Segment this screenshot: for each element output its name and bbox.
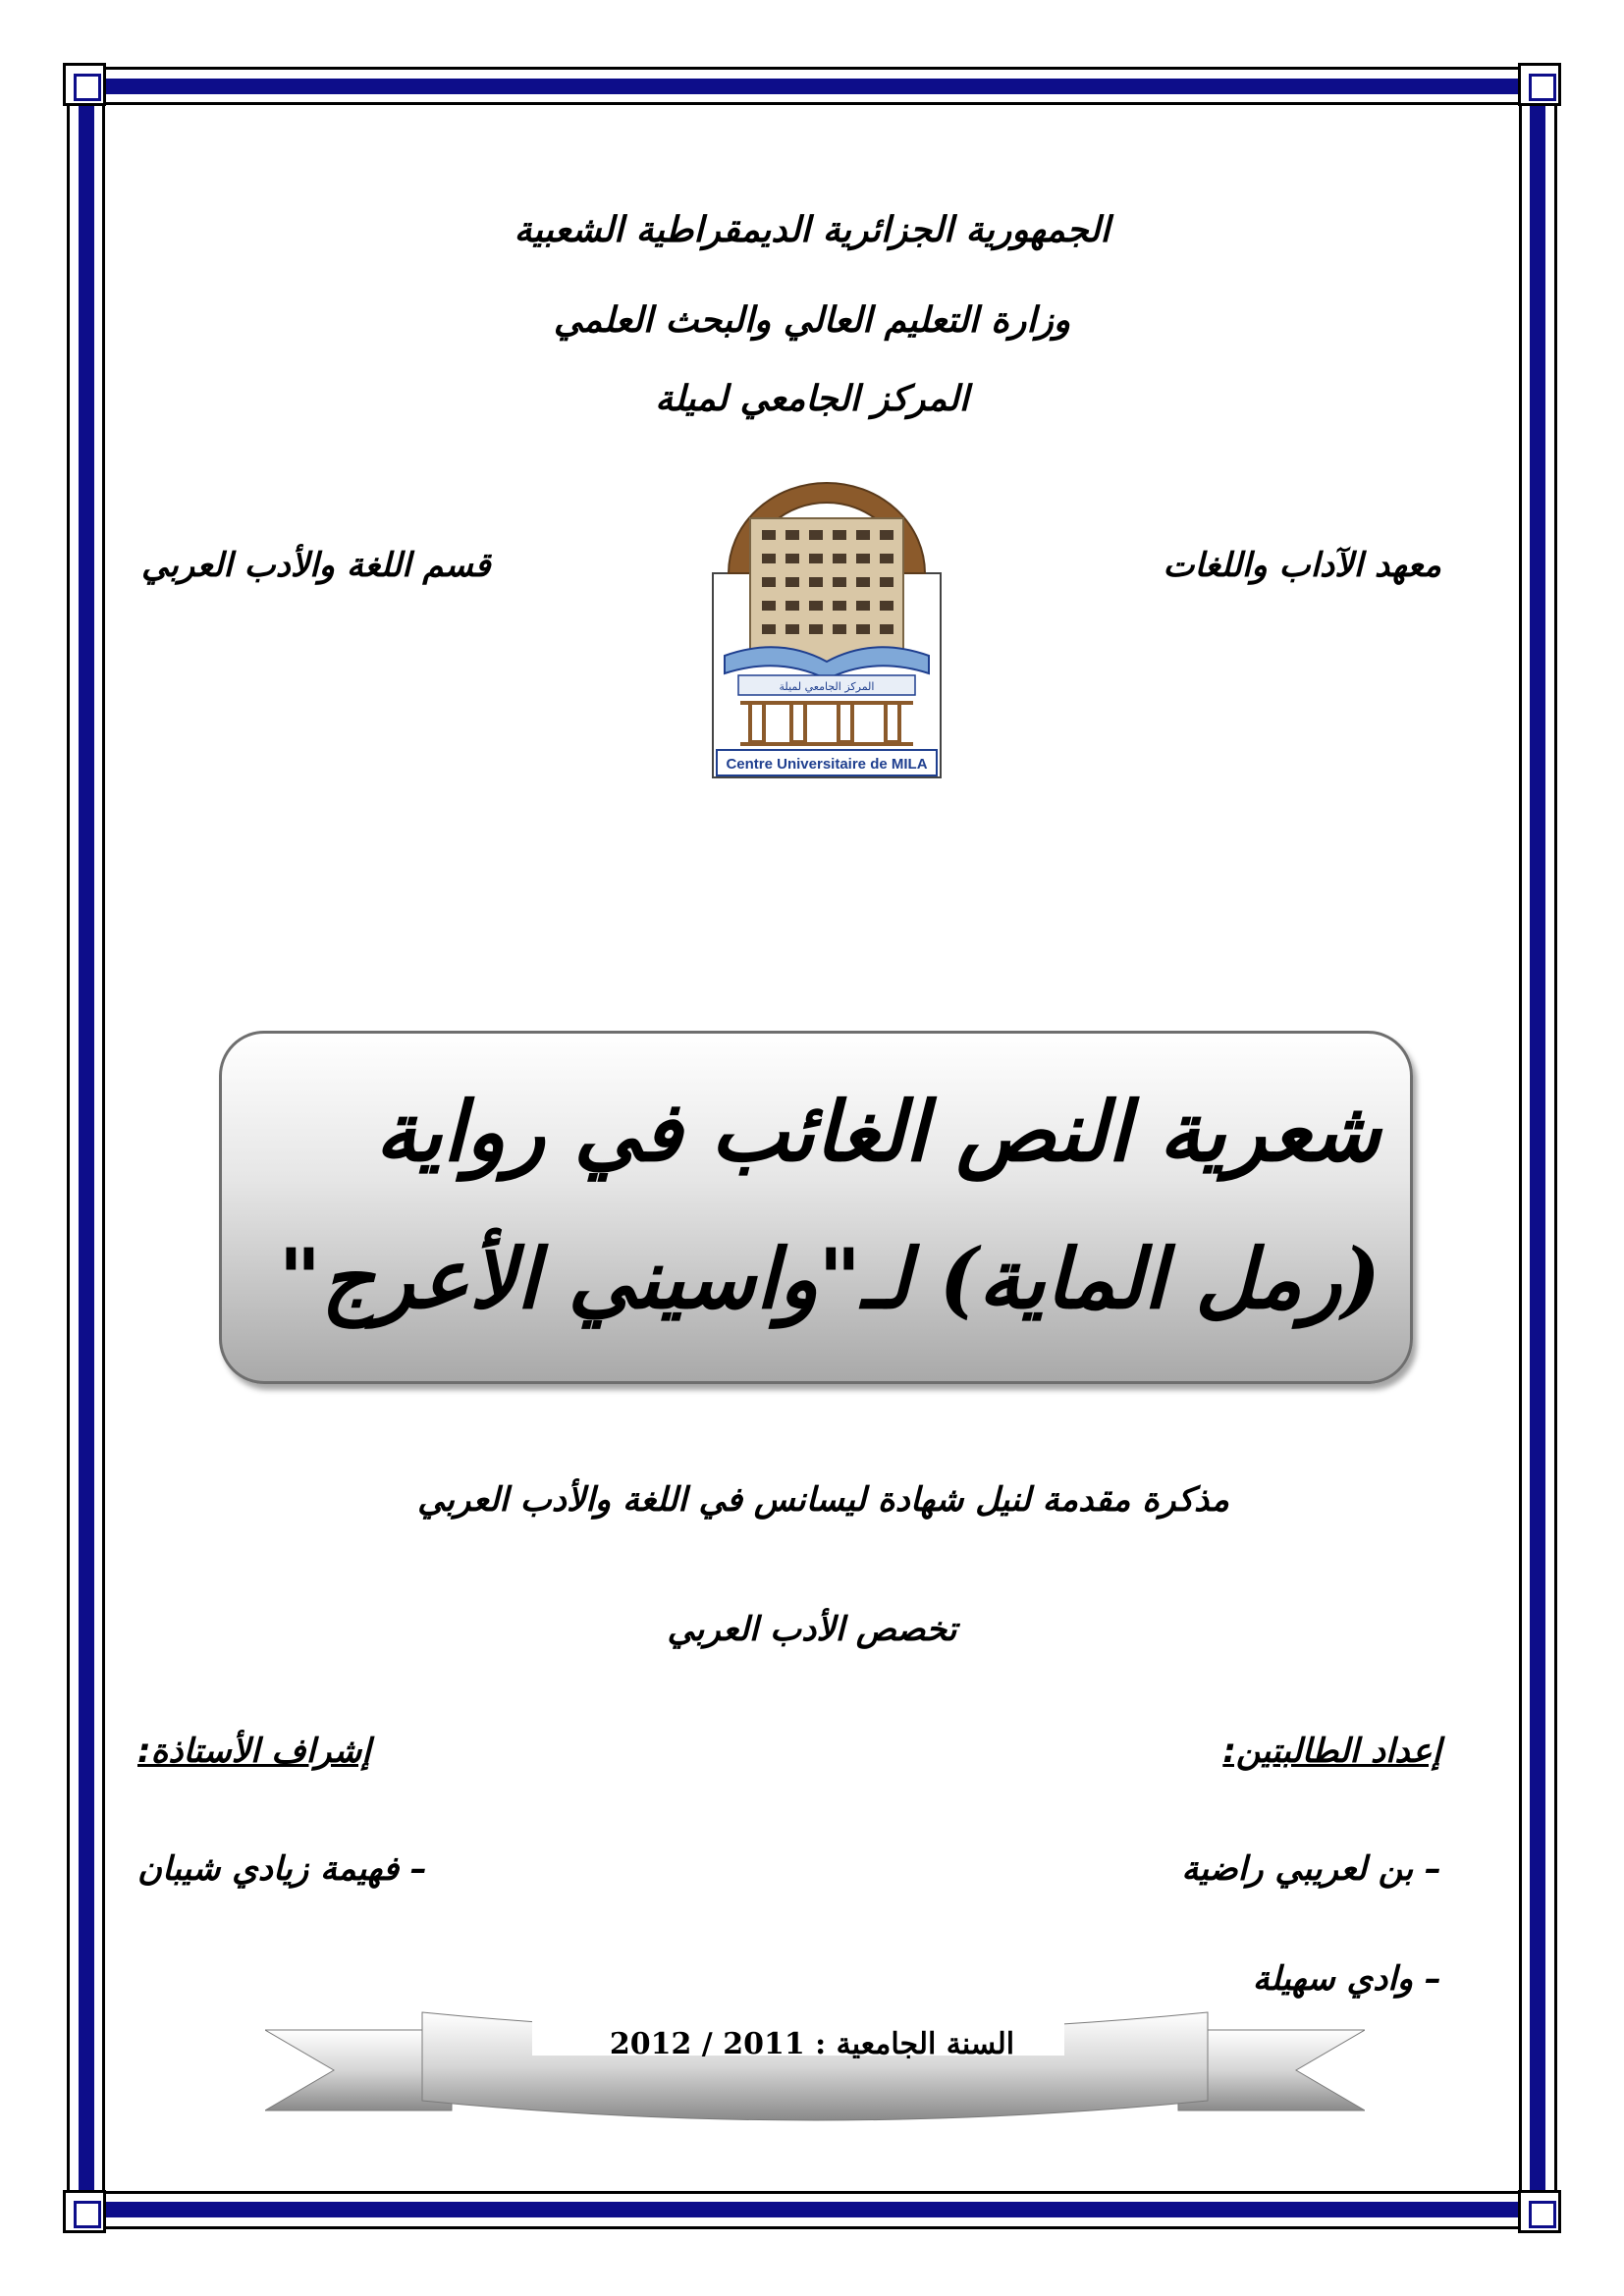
frame-corner-top-left (63, 63, 106, 106)
student-name-2: – وادي سهيلة (1252, 1959, 1441, 1999)
frame-corner-bottom-right (1518, 2190, 1561, 2233)
students-heading: إعداد الطالبتين: (1222, 1732, 1441, 1771)
university-logo (711, 479, 943, 779)
academic-year: السنة الجامعية : 2011 / 2012 (609, 2027, 1015, 2061)
thesis-title-box (219, 1031, 1413, 1384)
student-name-1: – بن لعريبي راضية (1181, 1849, 1441, 1889)
thesis-subtitle: مذكرة مقدمة لنيل شهادة ليسانس في اللغة والأدب العربي (417, 1480, 1229, 1520)
thesis-title-line-2: (رمل الماية) لـ"واسيني الأعرج" (278, 1230, 1380, 1327)
header-ministry: وزارة التعليم العالي والبحث العلمي (553, 300, 1071, 341)
supervisor-name: – فهيمة زيادي شيبان (137, 1849, 427, 1889)
header-center: المركز الجامعي لميلة (655, 379, 969, 419)
specialty: تخصص الأدب العربي (667, 1610, 957, 1649)
supervisor-heading: إشراف الأستاذة: (137, 1732, 371, 1771)
department-label: قسم اللغة والأدب العربي (141, 546, 491, 585)
frame-corner-bottom-left (63, 2190, 106, 2233)
logo-arabic-label: المركز الجامعي لميلة (779, 680, 875, 693)
academic-year-ribbon (265, 1983, 1365, 2140)
thesis-title-line-1: شعرية النص الغائب في رواية (375, 1083, 1380, 1180)
header-republic: الجمهورية الجزائرية الديمقراطية الشعبية (514, 210, 1110, 250)
frame-corner-top-right (1518, 63, 1561, 106)
institute-label: معهد الآداب واللغات (1163, 546, 1441, 585)
logo-caption: Centre Universitaire de MILA (726, 756, 928, 773)
